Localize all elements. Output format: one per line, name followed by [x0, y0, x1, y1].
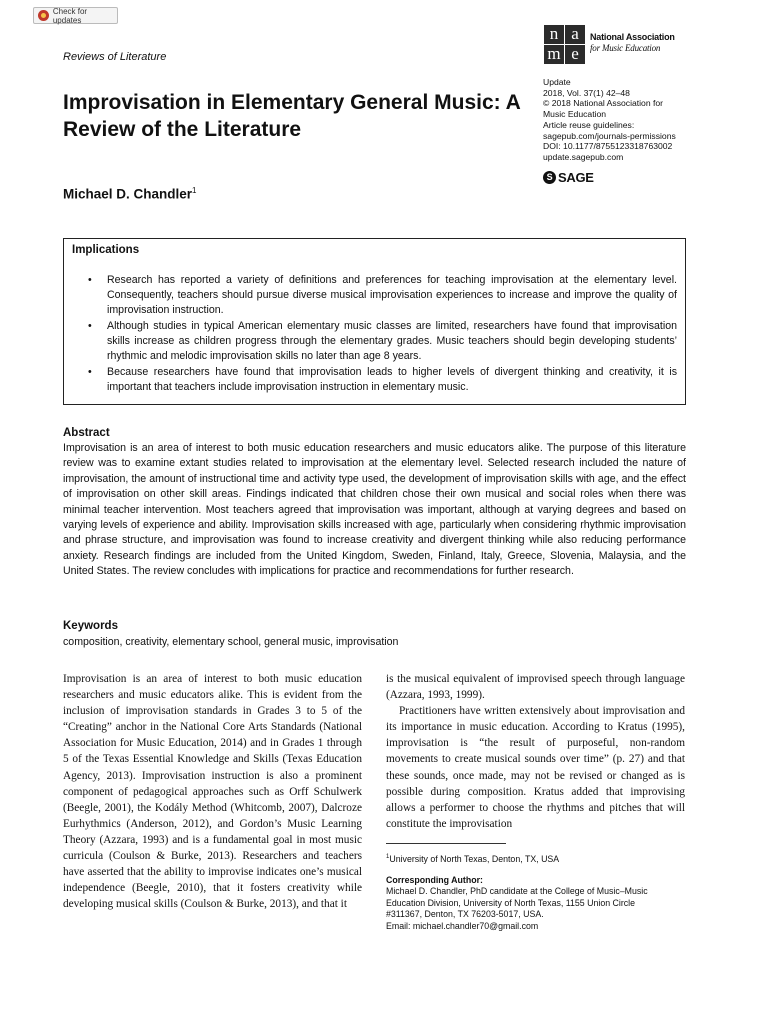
logo-line-1: National Association: [590, 32, 675, 42]
pubinfo-permissions-link[interactable]: sagepub.com/journals-permissions: [543, 130, 676, 141]
check-for-updates-label: Check for updates: [52, 6, 88, 25]
body-column-right: [386, 671, 685, 832]
body-paragraph: Practitioners have written extensively about improvisation and its importance in music education. According to Kratus (1995), improvisation is “the result of purposeful, non-random movements to create musical sounds over time” (p. 27) and that these sounds, once made, may not be revised or changed as is possible during composition. Kratus added that improvising allows a performer to choose the rhythms and pitches that will constitute the improvisation: [386, 705, 685, 830]
sage-logo: [543, 170, 594, 185]
author-affiliation-mark: 1: [192, 186, 197, 195]
bullet-icon: •: [88, 366, 92, 378]
logo-text: [590, 32, 675, 54]
pubinfo-reuse: Article reuse guidelines:: [543, 119, 635, 130]
corresponding-author-line: #311367, Denton, TX 76203-5017, USA.: [386, 909, 544, 920]
logo-letter-m: m: [544, 45, 564, 64]
implication-text: Because researchers have found that improvisation leads to higher levels of divergent thinking and creativity, it is important that teachers include improvisation instruction in elementary music.: [107, 366, 677, 393]
keywords-heading: Keywords: [63, 620, 118, 632]
corresponding-author-email[interactable]: Email: michael.chandler70@gmail.com: [386, 920, 539, 931]
corresponding-author-line: Education Division, University of North Texas, 1155 Union Circle: [386, 897, 636, 908]
corresponding-author-heading: Corresponding Author:: [386, 874, 483, 885]
bullet-icon: •: [88, 274, 92, 286]
pubinfo-copyright: © 2018 National Association for: [543, 98, 664, 109]
pubinfo-volume: 2018, Vol. 37(1) 42–48: [543, 87, 630, 98]
footnotes: [386, 852, 686, 932]
bullet-icon: •: [88, 320, 92, 332]
list-item: [72, 365, 677, 395]
publication-info: [543, 77, 723, 163]
affiliation-footnote: [386, 852, 686, 866]
logo-letter-a: a: [565, 25, 585, 44]
pubinfo-journal-link[interactable]: update.sagepub.com: [543, 151, 624, 162]
list-item: [72, 319, 677, 364]
abstract-heading: Abstract: [63, 427, 110, 439]
logo-line-2: for Music Education: [590, 43, 661, 53]
logo-letter-e: e: [565, 45, 585, 64]
implications-box: [63, 238, 686, 405]
keywords-text: composition, creativity, elementary school, general music, improvisation: [63, 636, 399, 648]
implications-list: [72, 273, 677, 395]
author-name: Michael D. Chandler: [63, 186, 193, 202]
sage-label: SAGE: [558, 170, 594, 185]
body-paragraph: is the musical equivalent of improvised speech through language (Azzara, 1993, 1999).: [386, 673, 685, 702]
section-label: Reviews of Literature: [63, 51, 167, 63]
pubinfo-journal: Update: [543, 77, 571, 87]
check-for-updates-badge[interactable]: [33, 7, 118, 24]
affiliation-text: University of North Texas, Denton, TX, USA: [389, 853, 560, 864]
name-logo-mark: [544, 25, 586, 65]
body-column-left: [63, 671, 362, 912]
sage-icon: S: [543, 171, 556, 184]
pubinfo-copyright-cont: Music Education: [543, 109, 607, 120]
abstract-text: Improvisation is an area of interest to both music education researchers and music educators alike. The purpose of this literature review was to examine extant studies related to improvisation at the elementary level. Selected research included the nature of improvisation, the amount of instructional time and activity type used, the development of improvisation skills with age, and the effect of improvisation on other skill areas. Findings indicated that children chose their own musical and social roles when there was minimal teacher intervention. Most teachers agreed that improvisation was important, although at varying degrees and based on varying levels of experience and ability. Improvisation skills increased with age, particularly when considering rhythmic improvisation and phrase structure, and improvisation was found to increase creativity and divergent thinking while also reducing performance anxiety. Research findings are included from the United Kingdom, Sweden, Finland, Italy, Greece, Slovenia, Malaysia, and the United States. The review concludes with implications for practice and recommendations for further research.: [63, 442, 686, 578]
pubinfo-doi[interactable]: DOI: 10.1177/8755123318763002: [543, 141, 673, 152]
author: [63, 186, 196, 202]
crossmark-icon: [38, 10, 49, 21]
affiliation-mark: 1: [386, 854, 390, 860]
body-paragraph: Improvisation is an area of interest to both music education researchers and music educators alike. This is evident from the inclusion of improvisation standards in Grades 3 to 5 of the “Creating” anchor in the National Core Arts Standards (National Association for Music Education, 2014) and in Grades 1 through 5 of the Texas Essential Knowledge and Skills (Texas Education Agency, 2013). Improvisation instruction is also a prominent component of pedagogical approaches such as Orff Schulwerk (Beegle, 2001), the Kodály Method (Whitcomb, 2007), Dalcroze Eurhythmics (Anderson, 2012), and Gordon’s Music Learning Theory (Azzara, 1993) and is a fundamental goal in most music curricula (Coulson & Burke, 2013). Researchers and teachers have asserted that the ability to improvise indicates one’s musical independence (Beegle, 2010), that it fosters creativity while developing musical skills (Coulson & Burke, 2013), and that it: [63, 673, 362, 911]
logo-letter-n: n: [544, 25, 564, 44]
implication-text: Although studies in typical American elementary music classes are limited, researchers have found that improvisation skills increase as children progress through the elementary grades. Music teachers should begin developing students’ rhythmic and melodic improvisation skills no later than age 8 years.: [107, 320, 677, 362]
name-logo: [544, 25, 694, 65]
implication-text: Research has reported a variety of definitions and preferences for teaching improvisation at the elementary level. Consequently, teachers should pursue diverse musical improvisation experiences to increase and improve the quality of improvisation instruction.: [107, 274, 677, 316]
article-title: Improvisation in Elementary General Music: A Review of the Literature: [63, 91, 521, 141]
implications-heading: Implications: [72, 244, 140, 256]
list-item: [72, 273, 677, 318]
corresponding-author-line: Michael D. Chandler, PhD candidate at the College of Music–Music: [386, 886, 648, 897]
footnote-divider: [386, 843, 506, 844]
